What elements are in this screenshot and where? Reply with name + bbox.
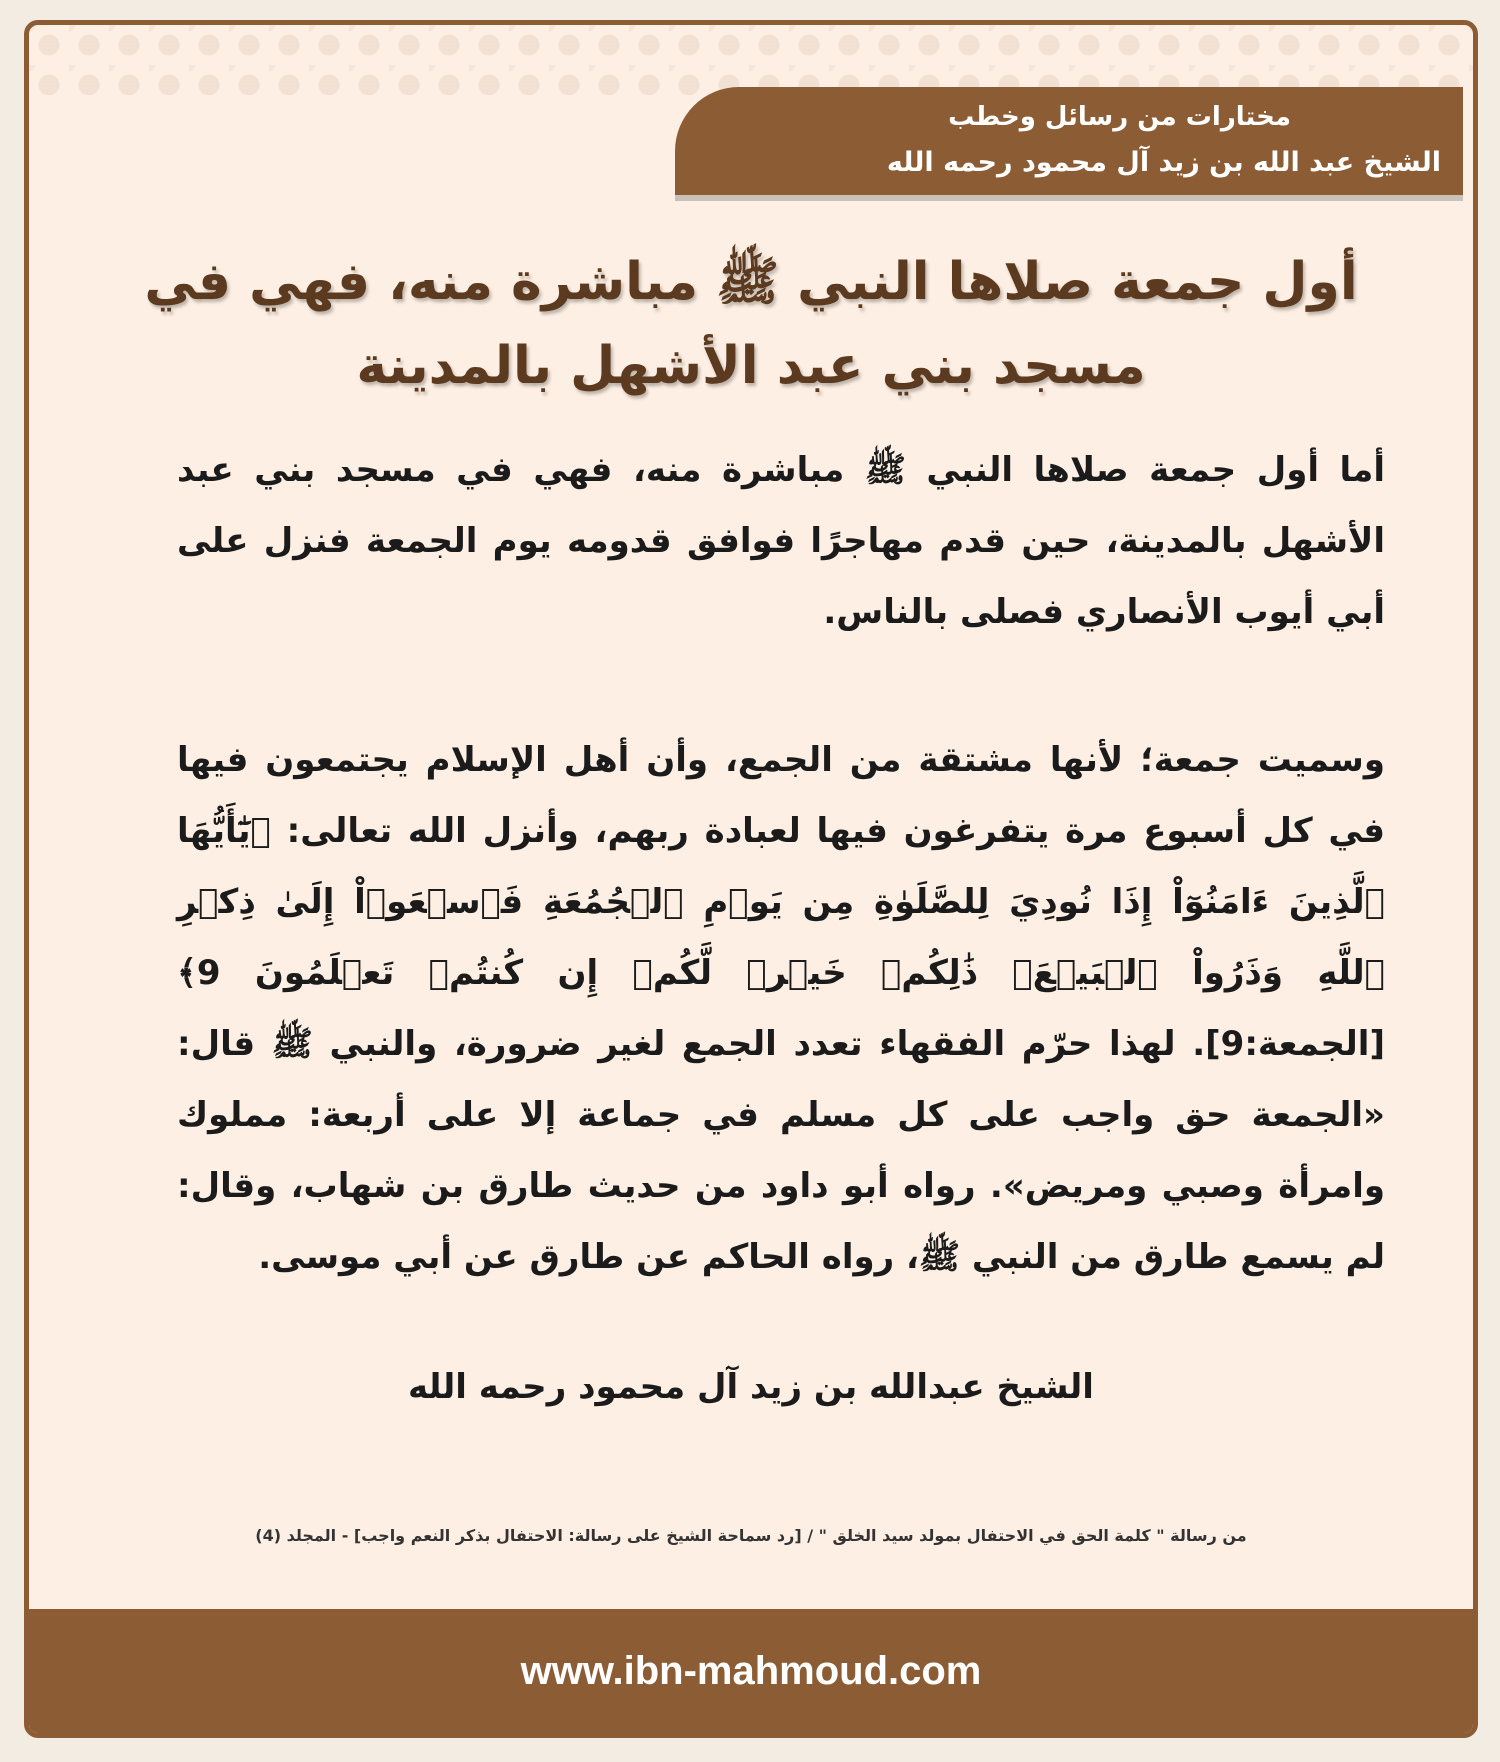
paragraph-2: وسميت جمعة؛ لأنها مشتقة من الجمع، وأن أهل الإسلام يجتمعون فيها في كل أسبوع مرة يتفرغون فيها لعبادة ربهم، وأنزل الله تعالى: ﴿يَٰٓأَيُّهَا ٱلَّذِينَ ءَامَنُوٓاْ إِذَا نُودِيَ لِلصَّلَوٰةِ مِن يَوۡمِ ٱلۡجُمُعَةِ فَٱسۡعَوۡاْ إِلَىٰ ذِكۡرِ ٱللَّهِ وَذَرُواْ ٱلۡبَيۡعَۚ ذَٰلِكُمۡ خَيۡرٞ لَّكُمۡ إِن كُنتُمۡ تَعۡلَمُونَ 9﴾ [الجمعة:9]. لهذا حرّم الفقهاء تعدد الجمع لغير ضرورة، والنبي ﷺ قال: «الجمعة حق واجب على كل مسلم في جماعة إلا على أربعة: مملوك وامرأة وصبي ومريض». رواه أبو داود من حديث طارق بن شهاب، وقال: لم يسمع طارق من النبي ﷺ، رواه الحاكم عن طارق عن أبي موسى. xyxy=(177,740,1385,1277)
website-link[interactable]: www.ibn-mahmoud.com xyxy=(520,1649,982,1693)
header-series-title: مختارات من رسائل وخطب xyxy=(948,102,1291,132)
paragraph-1: أما أول جمعة صلاها النبي ﷺ مباشرة منه، فهي في مسجد بني عبد الأشهل بالمدينة، حين قدم مهاجرًا فوافق قدومه يوم الجمعة فنزل على أبي أيوب الأنصاري فصلى بالناس. xyxy=(177,450,1385,632)
article-card xyxy=(24,20,1478,1738)
author-signature: الشيخ عبدالله بن زيد آل محمود رحمه الله xyxy=(408,1367,1094,1407)
article-title: أول جمعة صلاها النبي ﷺ مباشرة منه، فهي في مسجد بني عبد الأشهل بالمدينة xyxy=(144,252,1358,396)
header-band xyxy=(675,87,1463,195)
header-author-name: الشيخ عبد الله بن زيد آل محمود رحمه الله xyxy=(886,147,1441,178)
source-citation: من رسالة " كلمة الحق في الاحتفال بمولد سيد الخلق " / [رد سماحة الشيخ على رسالة: الاحتفال بذكر النعم واجب] - المجلد (4) xyxy=(255,1526,1247,1545)
footer-band xyxy=(29,1609,1473,1733)
decorative-pattern xyxy=(29,25,1473,95)
